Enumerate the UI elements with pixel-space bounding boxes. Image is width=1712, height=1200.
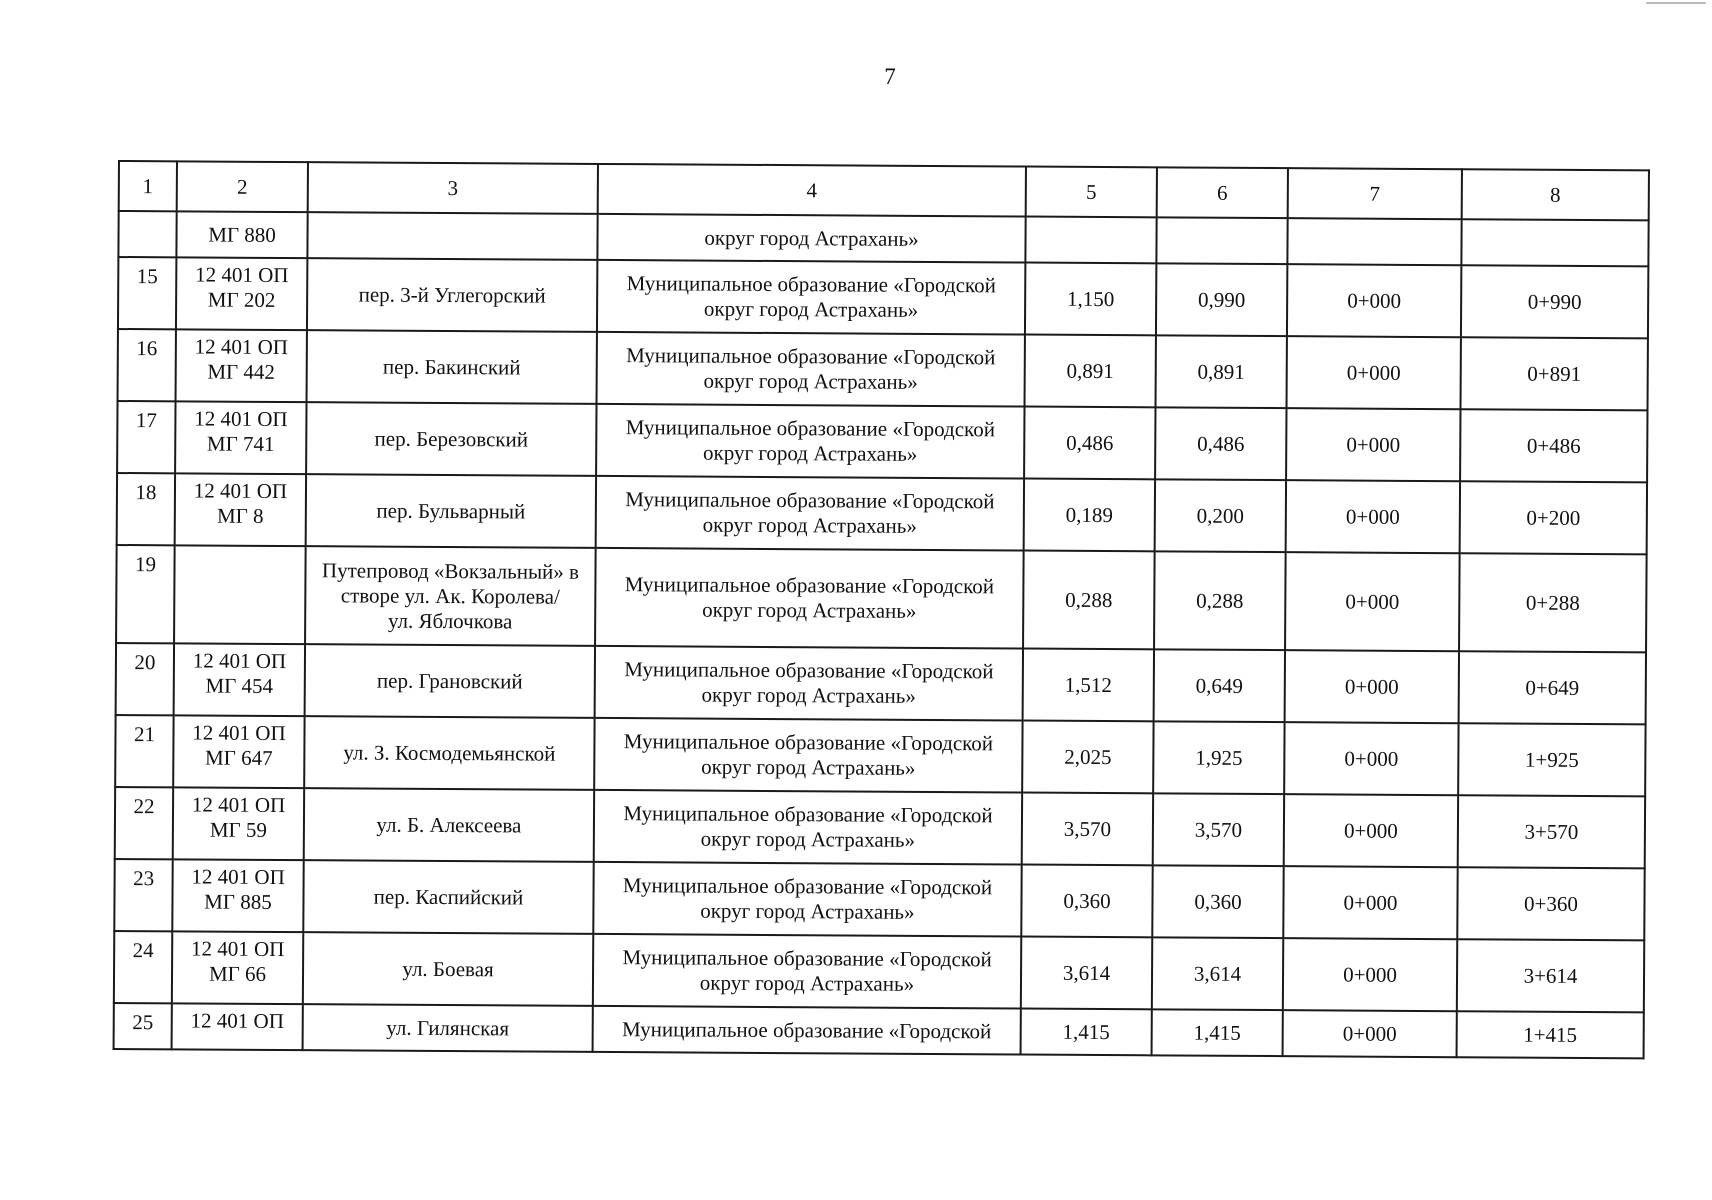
table-row (117, 473, 1647, 554)
road-name-line-1: ул. Гилянская (386, 1015, 510, 1040)
row-number: 24 (132, 938, 154, 963)
road-name-cell (306, 402, 596, 476)
owner-cell (597, 260, 1025, 335)
roads-table (113, 160, 1650, 1059)
owner-cell (593, 862, 1021, 937)
road-code-line-2: МГ 66 (208, 961, 267, 986)
table-row (117, 401, 1647, 482)
owner-line-2: округ город Астрахань» (702, 440, 918, 466)
header-col-1: 1 (119, 161, 177, 211)
owner-line-2: округ город Астрахань» (701, 682, 916, 708)
cont-start-cell (1287, 218, 1461, 265)
road-code-line-2: МГ 885 (204, 889, 272, 914)
road-name-cell (303, 860, 593, 934)
road-code-line-2: МГ 442 (207, 359, 276, 384)
road-code-line-2 (180, 550, 301, 551)
end-km-cell: 0+649 (1459, 651, 1646, 724)
road-code-line-1: 12 401 ОП (192, 720, 286, 746)
road-code-line-1: 12 401 ОП (192, 648, 287, 674)
road-code-cell (172, 859, 303, 932)
end-km-cell: 0+990 (1461, 265, 1648, 338)
owner-line-2: округ город Астрахань» (703, 368, 918, 394)
owner-line-2: округ город Астрахань» (701, 754, 916, 780)
road-name-line-1: пер. Грановский (376, 668, 523, 693)
owner-line-1: Муниципальное образование «Городской (626, 271, 996, 298)
end-km-cell: 0+200 (1460, 481, 1647, 554)
road-name-cell (307, 258, 597, 332)
road-code-cell (175, 401, 306, 474)
owner-cell (597, 332, 1025, 407)
length-cell: 0,200 (1155, 479, 1286, 552)
owner-line-2: округ город Астрахань» (700, 898, 915, 924)
length-total-cell: 1,415 (1021, 1009, 1152, 1056)
table-row (118, 329, 1648, 410)
owner-line-2: округ город Астрахань» (699, 970, 915, 996)
row-number: 15 (136, 264, 158, 289)
length-cell: 0,486 (1155, 407, 1286, 480)
road-name-line-1: ул. Б. Алексеева (376, 812, 522, 837)
owner-line-1: Муниципальное образование «Городской (626, 343, 996, 370)
end-km-cell: 0+486 (1460, 409, 1647, 482)
row-number: 19 (134, 552, 157, 577)
road-code-line-2: МГ 647 (204, 745, 273, 770)
header-col-7: 7 (1288, 168, 1462, 219)
owner-line-1: Муниципальное образование «Городской (625, 487, 995, 514)
road-code-line-1: 12 401 ОП (193, 478, 288, 504)
end-km-cell: 0+360 (1457, 867, 1644, 940)
road-name-line-1: пер. Каспийский (373, 884, 524, 909)
owner-line-2: округ город Астрахань» (700, 826, 916, 852)
table-row (118, 257, 1648, 338)
length-total-cell: 1,512 (1023, 649, 1154, 722)
road-code-cell (176, 329, 307, 402)
road-name-line-1: ул. З. Космодемьянской (343, 739, 556, 766)
road-code-line-2: МГ 741 (206, 431, 275, 456)
road-code-line-1 (180, 550, 301, 551)
length-cell: 3,614 (1152, 937, 1283, 1010)
cont-end-cell (1461, 219, 1648, 266)
row-number-cell (117, 473, 175, 545)
road-code-line-1: 12 401 ОП (191, 864, 285, 890)
road-code-cell (172, 1003, 303, 1050)
row-number-cell (116, 643, 174, 715)
owner-cell (595, 646, 1023, 721)
length-total-cell: 2,025 (1022, 721, 1153, 794)
road-code-line-1: 12 401 ОП (194, 406, 288, 432)
road-name-line-1: пер. Бульварный (376, 498, 526, 523)
table-row (116, 545, 1647, 652)
owner-cell (593, 934, 1021, 1009)
row-number: 22 (133, 794, 155, 819)
road-name-cell (303, 1004, 593, 1052)
road-name-cell (306, 474, 596, 548)
length-cell: 3,570 (1153, 793, 1284, 866)
cont-number-cell (118, 211, 176, 257)
table-row (115, 715, 1645, 796)
cont-length-cell (1156, 217, 1287, 264)
cont-code-cell: МГ 880 (176, 211, 307, 258)
length-cell: 0,891 (1156, 335, 1287, 408)
road-code-cell (174, 643, 305, 716)
road-name-line-1: Путепровод «Вокзальный» в (321, 557, 580, 584)
length-total-cell: 0,891 (1025, 335, 1156, 408)
row-number-cell (117, 401, 175, 473)
owner-line-1: Муниципальное образование «Городской (622, 873, 993, 900)
road-name-line-1: пер. Бакинский (382, 354, 521, 379)
end-km-cell: 3+570 (1458, 795, 1645, 868)
length-cell: 0,360 (1152, 865, 1283, 938)
road-code-cell (176, 257, 307, 330)
scan-corner-mark (1646, 2, 1706, 4)
owner-line-2: округ город Астрахань» (702, 597, 917, 623)
header-col-3: 3 (308, 162, 598, 214)
cont-name-cell (307, 212, 597, 260)
start-km-cell: 0+000 (1284, 794, 1458, 867)
road-code-line-1: 12 401 ОП (191, 792, 286, 818)
owner-line-1: Муниципальное образование «Городской (625, 415, 996, 442)
length-cell: 0,288 (1154, 551, 1286, 650)
length-total-cell: 0,288 (1023, 551, 1155, 650)
road-code-line-2: МГ 202 (207, 287, 276, 312)
length-total-cell: 0,189 (1024, 479, 1155, 552)
end-km-cell: 1+925 (1458, 723, 1645, 796)
owner-cell (594, 718, 1022, 793)
length-total-cell: 0,486 (1024, 407, 1155, 480)
road-code-cell (175, 473, 306, 546)
owner-cell (593, 1006, 1021, 1055)
road-name-line-3: ул. Яблочкова (387, 608, 513, 633)
start-km-cell: 0+000 (1285, 650, 1459, 723)
road-code-cell (173, 787, 304, 860)
row-number-cell (118, 257, 176, 329)
row-number: 16 (136, 336, 158, 361)
row-number-cell (114, 859, 172, 931)
header-col-4: 4 (598, 164, 1026, 217)
row-number-cell (118, 329, 176, 401)
owner-line-2: округ город Астрахань» (703, 296, 919, 322)
row-number: 18 (135, 480, 157, 505)
header-col-2: 2 (177, 161, 308, 212)
length-total-cell: 1,150 (1025, 263, 1156, 336)
road-code-cell (173, 715, 304, 788)
header-col-6: 6 (1157, 167, 1288, 218)
header-col-8: 8 (1462, 169, 1649, 220)
road-name-cell (305, 644, 595, 718)
row-number: 21 (133, 722, 156, 747)
length-cell: 0,649 (1154, 649, 1285, 722)
row-number-cell (114, 1003, 172, 1049)
start-km-cell: 0+000 (1284, 722, 1458, 795)
road-code-line-1: 12 401 ОП (195, 262, 289, 288)
row-number-cell (116, 545, 175, 643)
start-km-cell: 0+000 (1283, 866, 1457, 939)
start-km-cell: 0+000 (1287, 336, 1461, 409)
owner-line-1: Муниципальное образование «Городской (623, 729, 994, 756)
start-km-cell: 0+000 (1285, 552, 1460, 651)
start-km-cell: 0+000 (1283, 938, 1457, 1011)
owner-cell (596, 476, 1024, 551)
start-km-cell: 0+000 (1283, 1010, 1457, 1057)
length-cell: 0,990 (1156, 263, 1287, 336)
length-total-cell: 3,570 (1022, 793, 1153, 866)
owner-line-1: Муниципальное образование «Городской (622, 1016, 992, 1043)
owner-line-1: Муниципальное образование «Городской (623, 801, 993, 828)
row-number: 25 (132, 1010, 154, 1035)
end-km-cell: 1+415 (1457, 1011, 1644, 1058)
end-km-cell: 0+288 (1459, 553, 1647, 652)
road-name-cell (304, 788, 594, 862)
road-code-line-2: МГ 8 (216, 503, 264, 528)
page-number: 7 (884, 64, 896, 89)
owner-cell (595, 548, 1024, 649)
row-number-cell (114, 931, 172, 1003)
table-row (114, 1003, 1644, 1058)
length-total-cell: 3,614 (1021, 937, 1152, 1010)
row-number: 17 (135, 408, 157, 433)
owner-line-2: округ город Астрахань» (702, 512, 917, 538)
start-km-cell: 0+000 (1286, 408, 1460, 481)
row-number-cell (115, 787, 173, 859)
start-km-cell: 0+000 (1287, 264, 1461, 337)
table-row (115, 787, 1645, 868)
road-name-cell (305, 546, 596, 646)
length-cell: 1,925 (1153, 721, 1284, 794)
road-name-line-1: пер. Березовский (374, 426, 529, 452)
road-code-cell (172, 931, 303, 1004)
row-number: 20 (134, 650, 156, 675)
start-km-cell: 0+000 (1286, 480, 1460, 553)
table-row (114, 931, 1644, 1012)
row-number: 23 (133, 866, 155, 891)
table-row (116, 643, 1646, 724)
length-cell: 1,415 (1152, 1009, 1283, 1056)
end-km-cell: 0+891 (1461, 337, 1648, 410)
road-code-line-1: 12 401 ОП (194, 334, 289, 360)
road-name-line-2: створе ул. Ак. Королева/ (340, 582, 560, 609)
length-total-cell: 0,360 (1021, 865, 1152, 938)
table-row (114, 859, 1644, 940)
owner-line-1: Муниципальное образование «Городской (624, 657, 994, 684)
road-code-cell (174, 545, 306, 644)
road-code-line-2: МГ 59 (209, 817, 268, 842)
road-name-line-1: ул. Боевая (402, 956, 494, 981)
road-code-line-2: МГ 454 (205, 673, 274, 698)
road-code-line-1: 12 401 ОП (190, 1008, 284, 1034)
row-number-cell (115, 715, 173, 787)
cont-owner-cell: округ город Астрахань» (597, 214, 1025, 263)
road-name-cell (303, 932, 593, 1006)
owner-line-1: Муниципальное образование «Городской (624, 572, 995, 599)
owner-cell (596, 404, 1024, 479)
end-km-cell: 3+614 (1457, 939, 1644, 1012)
road-name-cell (307, 330, 597, 404)
owner-cell (594, 790, 1022, 865)
road-name-cell (304, 716, 594, 790)
road-name-line-1: пер. 3-й Углегорский (358, 281, 546, 308)
header-col-5: 5 (1026, 167, 1157, 218)
cont-length-total-cell (1025, 217, 1156, 264)
road-code-line-1: 12 401 ОП (190, 936, 285, 962)
owner-line-1: Муниципальное образование «Городской (622, 945, 992, 972)
